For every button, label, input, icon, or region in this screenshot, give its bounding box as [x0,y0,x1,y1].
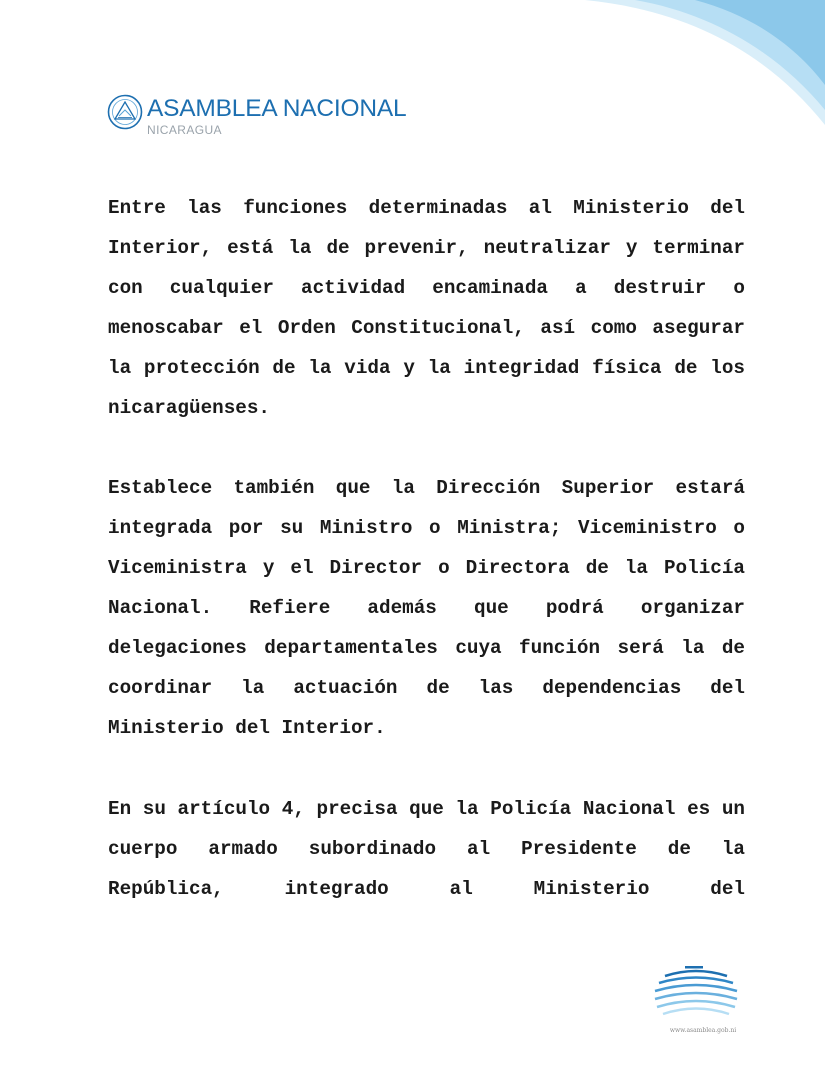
document-header [107,93,406,137]
footer-url: www.asamblea.gob.ni [669,1027,737,1034]
paragraph-block-2 [108,468,745,748]
paragraph: En su artículo 4, precisa que la Policía Nacional es un cuerpo armado subordinado al Presidente de la República, integrado al Ministerio del [108,798,745,900]
header-title-block [147,93,406,137]
paragraph: Establece también que la Dirección Superior estará integrada por su Ministro o Ministra; Viceministro o Viceministra y el Director o Directora de la Policía Nacional. Refiere además que podrá organizar delegaciones departamentales cuya función será la de coordinar la actuación de las dependencias del Ministerio del Interior. [108,477,745,739]
corner-swoosh-decoration [565,0,825,140]
paragraph-block-1 [108,188,745,428]
nicaragua-seal-icon [107,94,143,130]
paragraph-block-3 [108,789,745,909]
organization-country: NICARAGUA [147,123,222,137]
organization-name: ASAMBLEA NACIONAL [147,95,407,122]
paragraph: Entre las funciones determinadas al Ministerio del Interior, está la de prevenir, neutralizar y terminar con cualquier actividad encaminada a destruir o menoscabar el Orden Constitucional, así como asegurar la protección de la vida y la integridad física de los nicaragüenses. [108,197,745,419]
assembly-chamber-logo-icon [651,962,741,1022]
